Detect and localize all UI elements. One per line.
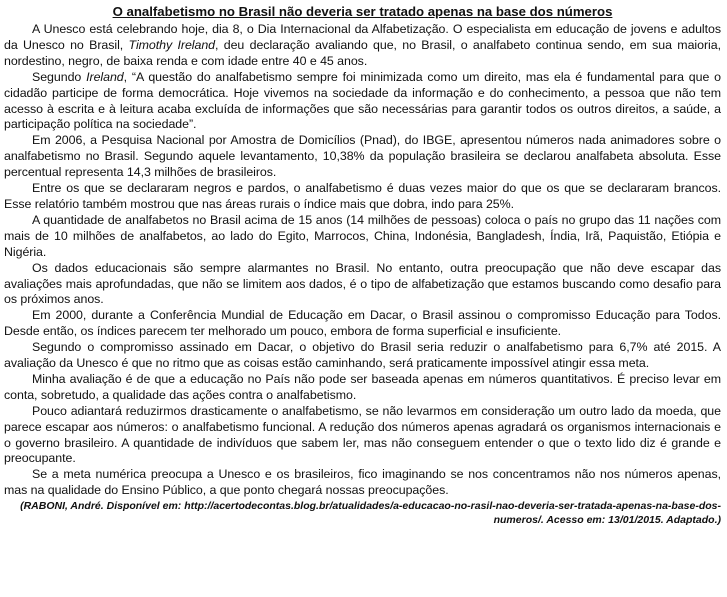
source-citation: (RABONI, André. Disponível em: http://acertodecontas.blog.br/atualidades/a-educacao-no-rasil-nao-deveria-ser-tratada-apenas-na-base-dos-numeros/. Acesso em: 13/01/2015. Adaptado.): [20, 500, 721, 526]
paragraph: [4, 261, 721, 309]
paragraph: [4, 181, 721, 213]
paragraph: [4, 70, 721, 134]
paragraph-text: Em 2000, durante a Conferência Mundial de Educação em Dacar, o Brasil assinou o compromisso Educação para Todos. Desde então, os índices parecem ter melhorado um pouco, embora de forma superficial e insuficiente.: [4, 308, 721, 339]
paragraph-text: Em 2006, a Pesquisa Nacional por Amostra de Domicílios (Pnad), do IBGE, apresentou números nada animadores sobre o analfabetismo no Brasil. Segundo aquele levantamento, 10,38% da população brasileira se declarou analfabeta absoluta. Esse percentual representa 14,3 milhões de brasileiros.: [4, 133, 721, 180]
paragraph: [4, 340, 721, 372]
emphasized-name: Timothy Ireland: [128, 37, 216, 52]
paragraph-text: , deu declaração avaliando que, no Brasil, o analfabeto continua sendo, em sua maioria, nordestino, negro, de baixa renda e com idade entre 40 e 45 anos.: [4, 37, 721, 68]
paragraph-text: , “A questão do analfabetismo sempre foi minimizada como um direito, mas ela é fundamental para que o cidadão participe de forma democrática. Hoje vivemos na sociedade da informação e do conhecimento, a pessoa que não tem acesso à escrita e à leitura acaba excluída de informações que são necessárias para garantir todos os outros direitos, a saúde, a participação política na sociedade”.: [4, 69, 722, 132]
emphasized-name: Ireland: [86, 69, 124, 84]
article-title: O analfabetismo no Brasil não deveria ser tratado apenas na base dos números: [112, 4, 613, 19]
article-body: [4, 22, 721, 499]
paragraph-text: Segundo o compromisso assinado em Dacar, o objetivo do Brasil seria reduzir o analfabetismo para 6,7% até 2015. A avaliação da Unesco é que no ritmo que as coisas estão caminhando, será praticamente impossível atingir essa meta.: [4, 340, 721, 371]
paragraph: [4, 404, 721, 468]
paragraph-text: Segundo: [32, 69, 87, 84]
paragraph: [4, 213, 721, 261]
paragraph-text: A quantidade de analfabetos no Brasil acima de 15 anos (14 milhões de pessoas) coloca o país no grupo das 11 nações com mais de 10 milhões de analfabetos, ao lado do Egito, Marrocos, China, Indonésia, Bangladesh, Índia, Irã, Paquistão, Etiópia e Nigéria.: [4, 212, 721, 259]
paragraph-text: Entre os que se declararam negros e pardos, o analfabetismo é duas vezes maior do que os que se declararam brancos. Esse relatório também mostrou que nas áreas rurais o índice mais que dobra, indo para 25%.: [4, 181, 721, 211]
paragraph-text: Pouco adiantará reduzirmos drasticamente o analfabetismo, se não levarmos em consideração um outro lado da moeda, que parece escapar aos números: o analfabetismo funcional. A redução dos números apenas agradará os organismos internacionais e o governo brasileiro. A quantidade de indivíduos que sabem ler, mas não conseguem entender o que o texto lido diz é grande e preocupante.: [4, 403, 721, 466]
paragraph: [4, 467, 721, 499]
paragraph-text: Minha avaliação é de que a educação no País não pode ser baseada apenas em números quantitativos. É preciso levar em conta, sobretudo, a qualidade das ações contra o analfabetismo.: [4, 371, 721, 402]
paragraph: [4, 133, 721, 181]
paragraph: [4, 372, 721, 404]
paragraph-text: Se a meta numérica preocupa a Unesco e os brasileiros, fico imaginando se nos concentramos não nos números apenas, mas na qualidade do Ensino Público, a que ponto chegará nossas preocupações.: [4, 467, 721, 498]
paragraph-text: Os dados educacionais são sempre alarmantes no Brasil. No entanto, outra preocupação que não deve escapar das avaliações mais aprofundadas, que não se limitem aos dados, é o tipo de alfabetização que estamos buscando como desafio para os próximos anos.: [4, 260, 721, 307]
paragraph: [4, 308, 721, 340]
paragraph-text: A Unesco está celebrando hoje, dia 8, o Dia Internacional da Alfabetização. O especialista em educação de jovens e adultos da Unesco no Brasil,: [4, 22, 721, 52]
paragraph: [4, 22, 721, 70]
